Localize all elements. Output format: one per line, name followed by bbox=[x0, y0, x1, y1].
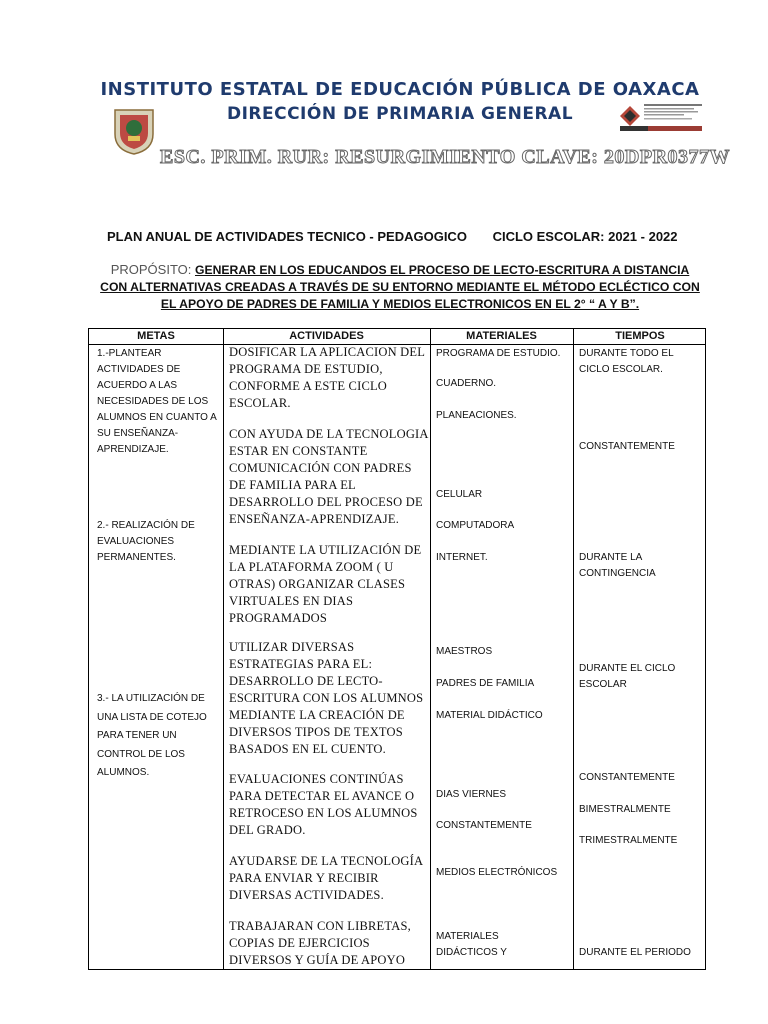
material-item: PLANEACIONES. bbox=[436, 410, 517, 421]
material-item: CONSTANTEMENTE bbox=[436, 820, 532, 831]
material-item: MATERIALES DIDÁCTICOS Y bbox=[436, 931, 507, 958]
activity-item: AYUDARSE DE LA TECNOLOGÍA PARA ENVIAR Y RECIBIR DIVERSAS ACTIVIDADES. bbox=[229, 854, 423, 902]
header-materiales: MATERIALES bbox=[466, 330, 537, 342]
time-item: CONSTANTEMENTE bbox=[579, 441, 675, 452]
school-name: ESC. PRIM. RUR: RESURGIMIENTO CLAVE: 20DPR0377W bbox=[160, 146, 731, 168]
column-divider bbox=[573, 329, 574, 969]
activity-item: MEDIANTE LA UTILIZACIÓN DE LA PLATAFORMA ZOOM ( U OTRAS) ORGANIZAR CLASES VIRTUALES EN DIAS PROGRAMADOS bbox=[229, 543, 422, 625]
school-cycle: CICLO ESCOLAR: 2021 - 2022 bbox=[492, 229, 678, 244]
material-item: DIAS VIERNES bbox=[436, 789, 507, 800]
column-divider bbox=[430, 329, 431, 969]
activity-item: EVALUACIONES CONTINÚAS PARA DETECTAR EL AVANCE O RETROCESO EN LOS ALUMNOS DEL GRADO. bbox=[229, 772, 418, 837]
time-item: TRIMESTRALMENTE bbox=[579, 835, 678, 846]
activity-item: DOSIFICAR LA APLICACION DEL PROGRAMA DE ESTUDIO, CONFORME A ESTE CICLO ESCOLAR. bbox=[229, 345, 425, 410]
header-actividades: ACTIVIDADES bbox=[289, 330, 364, 342]
material-item: MATERIAL DIDÁCTICO bbox=[436, 710, 543, 721]
plan-heading bbox=[107, 229, 678, 244]
sep-logo-icon bbox=[618, 100, 704, 132]
purpose-label: PROPÓSITO: bbox=[110, 262, 195, 277]
header-metas: METAS bbox=[137, 330, 175, 342]
time-item: CONSTANTEMENTE bbox=[579, 772, 675, 783]
material-item: MEDIOS ELECTRÓNICOS bbox=[436, 867, 558, 878]
column-divider bbox=[223, 329, 224, 969]
time-item: DURANTE TODO EL CICLO ESCOLAR. bbox=[579, 348, 674, 375]
material-item: COMPUTADORA bbox=[436, 520, 515, 531]
material-item: MAESTROS bbox=[436, 646, 493, 657]
meta-item: 2.- REALIZACIÓN DE EVALUACIONES PERMANENTES. bbox=[97, 520, 195, 563]
time-item: DURANTE LA CONTINGENCIA bbox=[579, 552, 656, 579]
purpose-text: GENERAR EN LOS EDUCANDOS EL PROCESO DE LECTO-ESCRITURA A DISTANCIA CON ALTERNATIVAS CREADAS A TRAVÉS DE SU ENTORNO MEDIANTE EL MÉTODO ECLÉCTICO CON EL APOYO DE PADRES DE FAMILIA Y MEDIOS ELECTRONICOS EN EL 2° “ A Y B”. bbox=[100, 263, 700, 311]
time-item: BIMESTRALMENTE bbox=[579, 804, 671, 815]
material-item: CUADERNO. bbox=[436, 378, 497, 389]
state-seal-icon bbox=[111, 106, 157, 156]
plan-title: PLAN ANUAL DE ACTIVIDADES TECNICO - PEDAGOGICO bbox=[107, 229, 467, 244]
time-item: DURANTE EL PERIODO bbox=[579, 947, 691, 958]
material-item: CELULAR bbox=[436, 489, 483, 500]
activity-item: TRABAJARAN CON LIBRETAS, COPIAS DE EJERCICIOS DIVERSOS Y GUÍA DE APOYO bbox=[229, 919, 411, 967]
material-item: PADRES DE FAMILIA bbox=[436, 678, 535, 689]
activities-table bbox=[88, 328, 706, 970]
header-tiempos: TIEMPOS bbox=[615, 330, 665, 342]
material-item: INTERNET. bbox=[436, 552, 488, 563]
activity-item: UTILIZAR DIVERSAS ESTRATEGIAS PARA EL: DESARROLLO DE LECTO-ESCRITURA CON LOS ALUMNOS MEDIANTE LA CREACIÓN DE DIVERSOS TIPOS DE TEXTOS BASADOS EN EL CUENTO. bbox=[229, 640, 424, 756]
institute-title: INSTITUTO ESTATAL DE EDUCACIÓN PÚBLICA DE OAXACA bbox=[100, 79, 700, 100]
meta-item: 1.-PLANTEAR ACTIVIDADES DE ACUERDO A LAS NECESIDADES DE LOS ALUMNOS EN CUANTO A SU ENSEÑANZA-APRENDIZAJE. bbox=[97, 348, 217, 455]
material-item: PROGRAMA DE ESTUDIO. bbox=[436, 348, 561, 359]
meta-item: 3.- LA UTILIZACIÓN DE UNA LISTA DE COTEJO PARA TENER UN CONTROL DE LOS ALUMNOS. bbox=[97, 693, 207, 778]
activity-item: CON AYUDA DE LA TECNOLOGIA ESTAR EN CONSTANTE COMUNICACIÓN CON PADRES DE FAMILIA PARA EL DESARROLLO DEL PROCESO DE ENSEÑANZA-APRENDIZAJE. bbox=[229, 427, 428, 526]
purpose-block bbox=[100, 261, 700, 313]
direction-title: DIRECCIÓN DE PRIMARIA GENERAL bbox=[226, 104, 574, 124]
time-item: DURANTE EL CICLO ESCOLAR bbox=[579, 663, 676, 690]
